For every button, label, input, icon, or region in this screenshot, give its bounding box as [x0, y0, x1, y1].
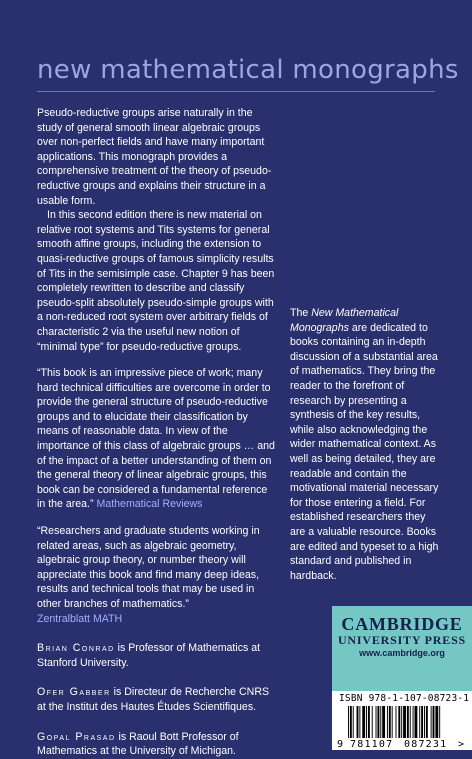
barcode-bar: [372, 706, 373, 738]
barcode-bar: [377, 706, 379, 738]
series-description-name: New Mathematical Monographs: [290, 307, 399, 334]
barcode-bar: [368, 706, 370, 738]
barcode-bar: [350, 706, 352, 738]
barcode-bar: [387, 706, 388, 738]
author-3: [37, 730, 277, 759]
barcode-digit-last: >: [458, 739, 465, 748]
isbn-text: ISBN 978-1-107-08723-1: [339, 693, 470, 704]
series-description-text: are dedicated to books containing an in-depth discussion of a substantial area of mathematics. They bring the reader to the forefront of research by presenting a synthesis of the key results, while also acknowledging the wider mathematical context. As well as being detailed, they are readable and contain the motivational material necessary for those entering a field. For established researchers they are a valuable resource. Books are edited and typeset to a high standard and published in hardback.: [290, 321, 439, 582]
barcode-bar: [376, 706, 377, 738]
barcode-digit-group-1: 781107: [350, 739, 394, 748]
barcode-bar: [435, 706, 438, 738]
publisher-logo: [332, 606, 472, 691]
review-2-source: Zentralblatt MATH: [37, 612, 123, 625]
author-1-bio: is Professor of Mathematics at Stanford University.: [37, 642, 261, 669]
review-1-text: “This book is an impressive piece of work; many hard technical difficulties are overcome in order to provide the general structure of pseudo-reductive groups and to elucidate their classification by means of reasonable data. In view of the importance of this class of algebraic groups … and of the impact of a better understanding of them on the general theory of linear algebraic groups, this book can be considered a fundamental reference in the area.”: [37, 367, 275, 511]
publisher-press: UNIVERSITY PRESS: [337, 633, 467, 647]
barcode-bar: [380, 706, 381, 738]
barcode-digit-group-2: 087231: [404, 739, 448, 748]
barcode-bar: [392, 706, 393, 738]
barcode-bar: [421, 706, 423, 738]
publisher-url: www.cambridge.org: [359, 648, 445, 658]
barcode-bar: [359, 706, 360, 738]
description-paragraph-1: Pseudo-reductive groups arise naturally in the study of general smooth linear algebraic groups over non-perfect fields and have many important applications. This monograph provides a comprehensive treatment of the theory of pseudo-reductive groups and explains their structure in a usable form.: [37, 107, 272, 207]
barcode-bar: [398, 706, 400, 738]
review-2: [37, 524, 277, 626]
barcode-bar: [431, 706, 432, 738]
author-2: [37, 685, 277, 714]
barcode-bar: [389, 706, 391, 738]
left-column: [37, 106, 277, 759]
barcode-bar: [419, 706, 420, 738]
barcode-bar: [357, 706, 359, 738]
barcode-bar: [433, 706, 435, 738]
review-1: [37, 366, 277, 512]
barcode-bar: [403, 706, 406, 738]
barcode-digit-first: 9: [337, 739, 344, 748]
author-2-bio: is Directeur de Recherche CNRS at the Institut des Hautes Études Scientifiques.: [37, 686, 270, 713]
author-3-name: Gopal Prasad: [37, 730, 116, 743]
barcode-bar: [366, 706, 367, 738]
description-paragraph-2: In this second edition there is new material on relative root systems and Tits systems for general smooth affine groups, including the extension to quasi-reductive groups of famous simplicity results of Tits in the semisimple case. Chapter 9 has been completely rewritten to describe and classify pseudo-split absolutely pseudo-simple groups with a non-reduced root system over arbitrary fields of characteristic 2 via the useful new notion of “minimal type” for pseudo-reductive groups.: [37, 209, 275, 353]
series-description-lead: The: [290, 307, 309, 319]
barcode-bar: [362, 706, 365, 738]
review-2-text: “Researchers and graduate students working in related areas, such as algebraic geometry, algebraic group theory, or number theory will appreciate this book and find many deep ideas, results and technical tools that may be used in other branches of mathematics.”: [37, 525, 260, 610]
author-1-name: Brian Conrad: [37, 642, 115, 655]
author-2-name: Ofer Gabber: [37, 686, 111, 699]
author-1: [37, 641, 277, 670]
barcode-bar: [353, 706, 354, 738]
barcode-bar: [407, 706, 409, 738]
barcode-bar: [415, 706, 418, 738]
title-rule: [37, 91, 435, 92]
barcode-bar: [413, 706, 414, 738]
barcode-bar: [382, 706, 385, 738]
publisher-name: CAMBRIDGE: [341, 614, 463, 634]
series-title: new mathematical monographs: [37, 55, 459, 85]
barcode-bar: [348, 706, 349, 738]
series-description: [290, 306, 442, 583]
barcode-graphic: [336, 706, 468, 748]
barcode-bar: [401, 706, 402, 738]
barcode-bar: [410, 706, 411, 738]
barcode-bar: [439, 706, 440, 738]
review-1-source: Mathematical Reviews: [96, 498, 203, 511]
barcode-area: [332, 691, 472, 750]
barcode-bar: [424, 706, 425, 738]
author-3-bio: is Raoul Bott Professor of Mathematics at the University of Michigan.: [37, 730, 239, 758]
barcode-bar: [426, 706, 428, 738]
barcode-bar: [396, 706, 397, 738]
